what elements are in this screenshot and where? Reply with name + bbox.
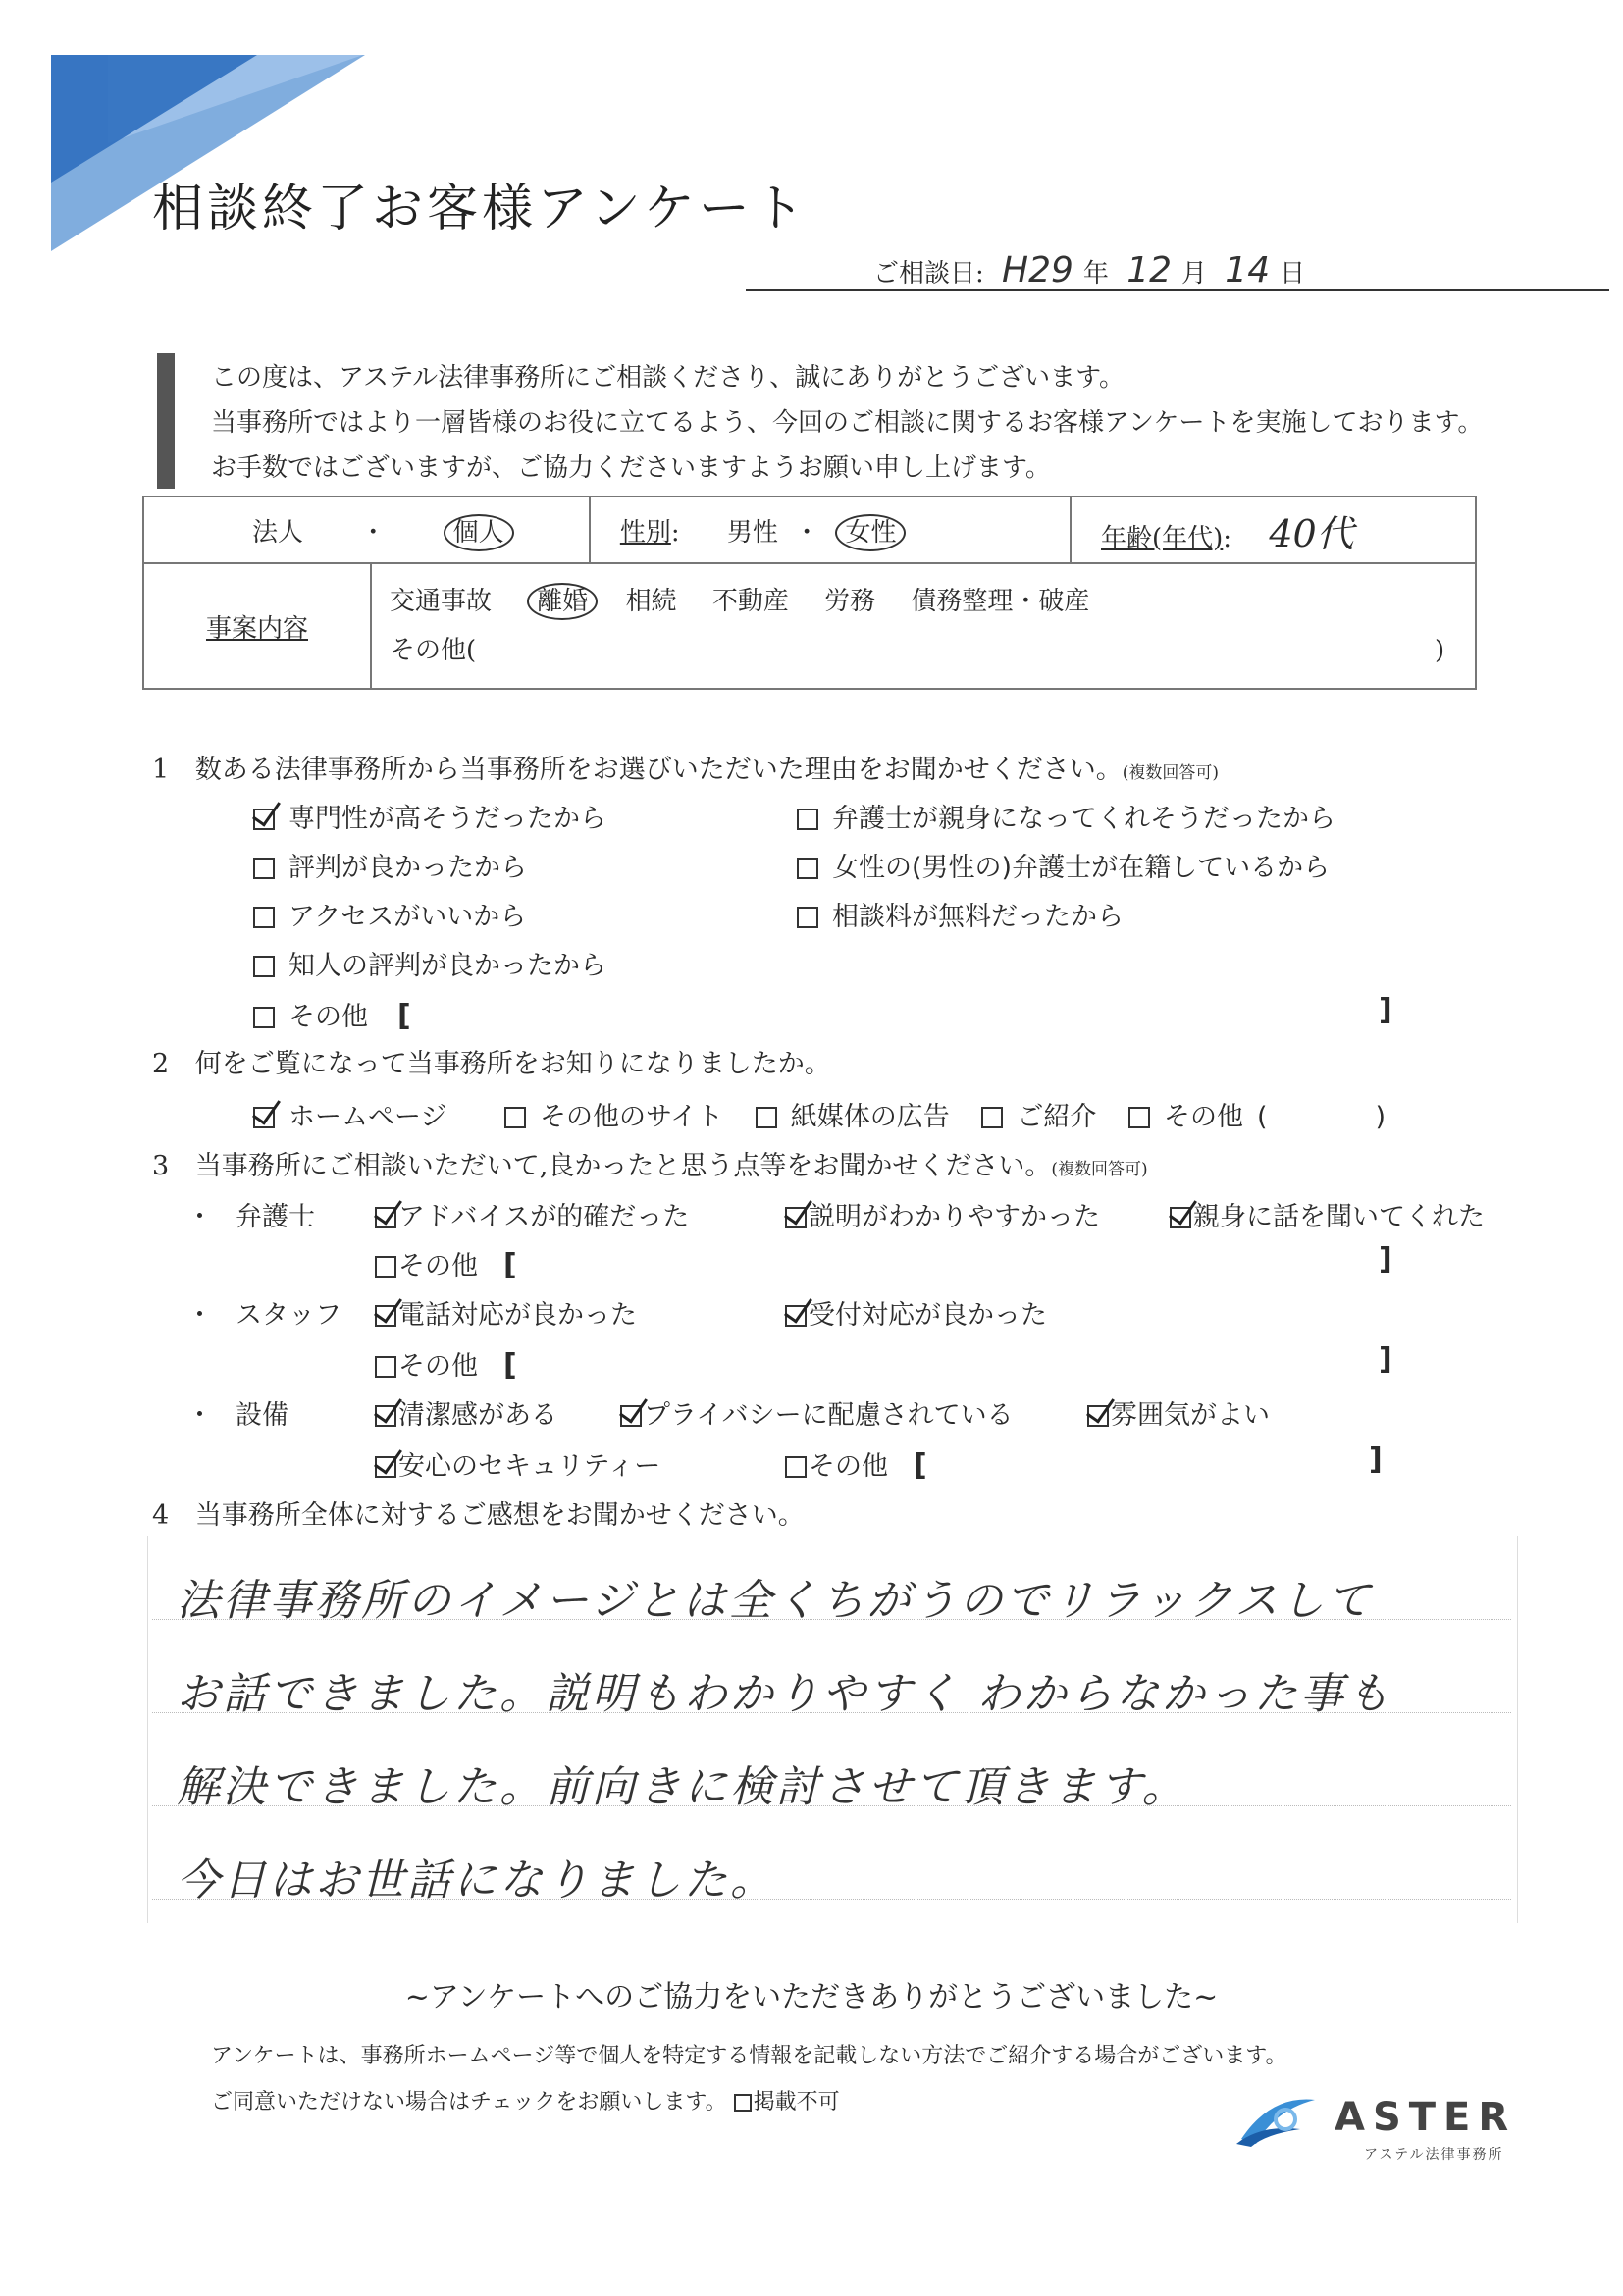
colon: : (1223, 523, 1232, 553)
bullet: ・ (186, 1400, 213, 1431)
checkbox[interactable] (253, 956, 275, 977)
checkbox[interactable] (785, 1456, 807, 1478)
date-label: ご相談日: (873, 259, 984, 288)
option-label: 女性の(男性の)弁護士が在籍しているから (832, 853, 1331, 883)
case-option[interactable]: 不動産 (711, 587, 789, 616)
category-label-lawyer: 弁護士 (236, 1202, 315, 1232)
checkbox-checked[interactable] (375, 1207, 396, 1228)
checkbox[interactable] (253, 1007, 275, 1028)
checkbox[interactable] (734, 2094, 752, 2112)
option-label: 知人の評判が良かったから (288, 951, 606, 981)
q3-option[interactable] (375, 1444, 660, 1483)
checkbox[interactable] (504, 1107, 526, 1128)
consent-notice (211, 2085, 840, 2115)
option-label: 弁護士が親身になってくれそうだったから (832, 804, 1335, 834)
question-2 (152, 1042, 831, 1080)
option-label: 紙媒体の広告 (790, 1102, 950, 1132)
paren-close: ) (1375, 1102, 1387, 1132)
q1-option[interactable] (253, 797, 606, 835)
option-label: 専門性が高そうだったから (288, 804, 606, 834)
checkbox[interactable] (797, 809, 818, 830)
option-label: その他 (288, 1002, 368, 1032)
separator: ・ (360, 517, 387, 548)
case-label-cell (143, 563, 371, 689)
q2-option[interactable] (981, 1102, 1096, 1132)
option-label: その他 (1163, 1102, 1243, 1132)
age-label: 年齢(年代) (1101, 523, 1224, 553)
publish-notice: アンケートは、事務所ホームページ等で個人を特定する情報を記載しない方法でご紹介する場合がございます。 (211, 2044, 1287, 2068)
question-3 (152, 1144, 1148, 1182)
checkbox[interactable] (756, 1107, 777, 1128)
option-label: 説明がわかりやすかった (809, 1202, 1100, 1232)
checkbox[interactable] (797, 907, 818, 928)
option-label: 受付対応が良かった (809, 1300, 1047, 1331)
case-option[interactable]: 債務整理・破産 (911, 587, 1090, 616)
question-number: 3 (152, 1151, 170, 1181)
page-title: 相談終了お客様アンケート (152, 180, 809, 238)
handwritten-comment-line: 法律事務所のイメージとは全くちがうのでリラックスして (177, 1576, 1374, 1626)
option-label: 電話対応が良かった (398, 1300, 637, 1331)
client-info-table (142, 496, 1477, 690)
consult-date (873, 250, 1305, 290)
q3-option[interactable] (375, 1195, 689, 1233)
option-label: その他 (398, 1351, 478, 1382)
q3-option-other[interactable] (785, 1444, 927, 1483)
question-4 (152, 1493, 805, 1532)
checkbox-checked[interactable] (375, 1456, 396, 1478)
gender-label: 性別 (619, 517, 671, 548)
question-text: 何をご覧になって当事務所をお知りになりましたか。 (194, 1049, 831, 1079)
date-month-handwritten: 12 (1126, 250, 1173, 290)
q3-option[interactable] (1087, 1393, 1270, 1432)
case-other-label[interactable]: その他( (390, 636, 477, 665)
q3-option[interactable] (375, 1393, 557, 1432)
bullet: ・ (186, 1300, 213, 1331)
female-option-circled[interactable]: 女性 (835, 514, 906, 551)
q3-option[interactable] (1170, 1195, 1485, 1233)
checkbox[interactable] (981, 1107, 1003, 1128)
category-label-facility: 設備 (236, 1400, 288, 1431)
case-option[interactable]: 交通事故 (390, 587, 493, 616)
case-other-close: ) (1435, 636, 1445, 665)
bullet: ・ (186, 1202, 213, 1232)
date-underline (746, 289, 1609, 291)
q3-option[interactable] (785, 1293, 1047, 1331)
age-cell (1071, 496, 1476, 563)
question-note: (複数回答可) (1122, 763, 1220, 783)
option-label: 雰囲気がよい (1111, 1400, 1270, 1431)
paren-open: ( (1256, 1102, 1268, 1132)
gender-cell (590, 496, 1071, 563)
date-day-unit: 日 (1280, 259, 1306, 288)
q3-option[interactable] (785, 1195, 1100, 1233)
option-label: 掲載不可 (753, 2090, 840, 2114)
aster-logo-icon (1231, 2090, 1320, 2149)
checkbox-checked[interactable] (253, 809, 275, 830)
option-label: アドバイスが的確だった (398, 1202, 690, 1232)
option-label: 清潔感がある (398, 1400, 557, 1431)
bracket-open: [ (503, 1248, 517, 1282)
bracket-close: ] (1379, 1342, 1392, 1377)
checkbox-checked[interactable] (620, 1405, 642, 1427)
option-label: プライバシーに配慮されている (644, 1400, 1014, 1431)
q1-option[interactable] (253, 846, 527, 884)
q3-option-other[interactable] (375, 1244, 517, 1282)
intro-text (211, 355, 1483, 491)
q1-option[interactable] (253, 944, 606, 982)
checkbox-checked[interactable] (1087, 1405, 1109, 1427)
checkbox-checked[interactable] (375, 1405, 396, 1427)
case-option-circled[interactable]: 離婚 (527, 583, 598, 620)
checkbox[interactable] (375, 1256, 396, 1278)
q2-option[interactable] (756, 1102, 950, 1132)
case-option[interactable]: 労務 (824, 587, 876, 616)
q1-option[interactable] (797, 846, 1330, 884)
question-note: (複数回答可) (1051, 1160, 1148, 1179)
question-number: 1 (152, 755, 170, 785)
checkbox[interactable] (375, 1356, 396, 1378)
category-label-staff: スタッフ (236, 1300, 341, 1331)
handwritten-comment-line: お話できました。説明もわかりやすく わからなかった事も (177, 1669, 1392, 1719)
case-options-cell (371, 563, 1476, 689)
consent-text: ご同意いただけない場合はチェックをお願いします。 (211, 2090, 727, 2114)
q1-option[interactable] (253, 895, 526, 933)
bracket-close: ] (1379, 993, 1392, 1027)
checkbox[interactable] (253, 907, 275, 928)
option-label: 安心のセキュリティー (398, 1451, 661, 1482)
case-option[interactable]: 相続 (625, 587, 677, 616)
question-number: 2 (152, 1049, 170, 1079)
q2-option[interactable] (253, 1102, 446, 1132)
option-label: 評判が良かったから (288, 853, 527, 883)
q3-option[interactable] (620, 1393, 1014, 1432)
question-number: 4 (152, 1500, 170, 1531)
q3-option[interactable] (375, 1293, 637, 1331)
intro-line: この度は、アステル法律事務所にご相談くださり、誠にありがとうございます。 (211, 363, 1126, 392)
q1-option[interactable] (797, 797, 1335, 835)
bracket-close: ] (1369, 1442, 1383, 1477)
separator: ・ (794, 517, 820, 548)
checkbox-checked[interactable] (785, 1207, 807, 1228)
checkbox[interactable] (253, 858, 275, 879)
corp-option[interactable]: 法人 (252, 517, 304, 548)
bracket-open: [ (503, 1348, 517, 1383)
intro-bar (157, 353, 175, 489)
question-text: 当事務所全体に対するご感想をお聞かせください。 (194, 1500, 805, 1531)
question-text: 当事務所にご相談いただいて,良かったと思う点等をお聞かせください。 (194, 1151, 1052, 1181)
checkbox-checked[interactable] (375, 1305, 396, 1327)
logo-text: ASTER (1335, 2095, 1517, 2140)
option-label: 親身に話を聞いてくれた (1193, 1202, 1485, 1232)
bracket-open: [ (397, 999, 411, 1033)
option-label: アクセスがいいから (288, 902, 527, 932)
thanks-message: ~アンケートへのご協力をいただきありがとうございました~ (404, 1980, 1219, 2014)
age-handwritten: 40代 (1269, 511, 1354, 555)
q3-option-other[interactable] (375, 1344, 517, 1383)
checkbox-checked[interactable] (253, 1107, 275, 1128)
bracket-close: ] (1379, 1242, 1392, 1277)
individual-option-circled[interactable]: 個人 (444, 514, 514, 551)
option-label: その他 (398, 1251, 478, 1281)
option-label: その他のサイト (540, 1102, 724, 1132)
checkbox[interactable] (797, 858, 818, 879)
q2-option[interactable] (1128, 1102, 1386, 1132)
option-label: その他 (809, 1451, 888, 1482)
male-option[interactable]: 男性 (726, 517, 778, 548)
q2-options (253, 1095, 1386, 1133)
logo-subtitle: アステル法律事務所 (1364, 2147, 1504, 2163)
case-label: 事案内容 (205, 613, 308, 644)
q1-option-other[interactable] (253, 995, 411, 1033)
bracket-open: [ (914, 1448, 927, 1483)
option-label: ホームページ (288, 1102, 447, 1132)
option-label: 相談料が無料だったから (832, 902, 1124, 932)
handwritten-comment-line: 今日はお世話になりました。 (177, 1855, 776, 1905)
q1-option[interactable] (797, 895, 1124, 933)
date-year-unit: 年 (1082, 259, 1109, 288)
date-year-handwritten: H29 (1002, 250, 1073, 290)
question-text: 数ある法律事務所から当事務所をお選びいただいた理由をお聞かせください。 (194, 755, 1123, 785)
checkbox-checked[interactable] (785, 1305, 807, 1327)
q2-option[interactable] (504, 1102, 723, 1132)
checkbox[interactable] (1128, 1107, 1150, 1128)
header-decoration-dark (51, 55, 257, 183)
question-1 (152, 748, 1219, 786)
handwritten-comment-line: 解決できました。前向きに検討させて頂きます。 (177, 1762, 1188, 1812)
colon: : (670, 517, 680, 548)
option-label: ご紹介 (1017, 1102, 1097, 1132)
date-month-unit: 月 (1181, 259, 1208, 288)
client-type-cell (143, 496, 590, 563)
intro-line: お手数ではございますが、ご協力くださいますようお願い申し上げます。 (211, 453, 1051, 483)
date-day-handwritten: 14 (1225, 250, 1271, 290)
checkbox-checked[interactable] (1170, 1207, 1191, 1228)
intro-line: 当事務所ではより一層皆様のお役に立てるよう、今回のご相談に関するお客様アンケートを実施しております。 (211, 408, 1484, 438)
no-publish-option[interactable] (734, 2090, 840, 2114)
